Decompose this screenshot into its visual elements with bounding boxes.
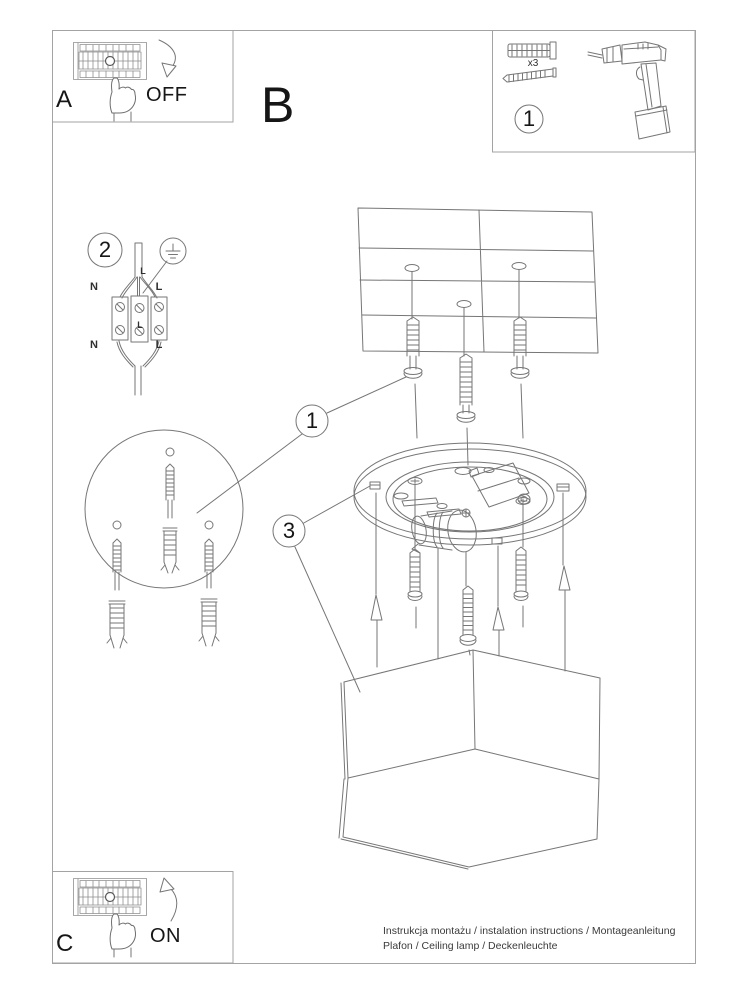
step-a-label: A (56, 86, 73, 113)
plate-clip (370, 482, 380, 489)
footer-product-line: Plafon / Ceiling lamp / Deckenleuchte (383, 940, 558, 952)
kit-step-number: 1 (522, 106, 536, 131)
terminal-label-l-bottom: L (155, 339, 163, 351)
breaker-panel-icon (74, 43, 147, 122)
callout-screws-number: 1 (305, 408, 319, 433)
wall-plug-icon (508, 42, 556, 59)
ceiling-hole (457, 301, 471, 308)
off-label: OFF (146, 84, 188, 106)
arrow-up-icon (160, 878, 177, 921)
arrow-down-icon (159, 40, 176, 77)
ceiling-panel-illustration (358, 208, 598, 356)
terminal-label-n-top: N (90, 281, 98, 293)
screw-icon (457, 354, 475, 465)
plate-screwhead (408, 478, 422, 485)
hole-screw-plug-right (199, 521, 219, 646)
terminal-label-n-bottom: N (90, 339, 98, 351)
kit-quantity-label: x3 (527, 58, 539, 69)
wiring-step-number: 2 (98, 237, 112, 262)
screw-icon (503, 68, 556, 82)
mounting-plate-illustration (354, 443, 586, 554)
screw-icon (511, 317, 529, 438)
on-label: ON (150, 925, 181, 947)
box-c-frame (53, 872, 234, 964)
hole-screw-plug-center (161, 448, 179, 573)
plate-slot (427, 509, 461, 517)
callout-screws-marker (197, 377, 406, 513)
screw-icon (408, 549, 422, 628)
ceiling-hole (405, 265, 419, 272)
wire-label-mid: L (137, 320, 143, 330)
footer-title-line: Instrukcja montażu / instalation instructions / Montageanleitung (383, 925, 676, 937)
box-a-frame (53, 31, 234, 123)
step-c-label: C (56, 930, 74, 957)
hole-screw-plug-left (107, 521, 127, 648)
terminal-block-illustration (112, 296, 167, 342)
screw-icon (404, 317, 422, 438)
wire-label-top: L (140, 266, 146, 276)
callout-shade-marker (273, 486, 370, 692)
plate-clip (557, 484, 569, 491)
callout-shade-number: 3 (282, 518, 296, 543)
ceiling-hole (512, 263, 526, 270)
breaker-panel-icon (74, 879, 147, 958)
plate-slot (402, 498, 438, 506)
assembly-arrow-up-icon (493, 546, 504, 656)
screw-icon (460, 586, 476, 655)
breaker-off-illustration (74, 40, 177, 121)
drill-detail-circle (85, 430, 243, 648)
step-b-label: B (261, 77, 295, 133)
terminal-label-l-top: L (155, 281, 163, 293)
ground-symbol-icon (160, 238, 186, 264)
assembly-arrow-up-icon (371, 493, 382, 667)
drill-icon (588, 42, 670, 139)
screw-icon (514, 547, 528, 627)
assembly-arrow-up-icon (559, 493, 570, 671)
main-frame (53, 31, 696, 964)
lamp-shade-illustration (339, 650, 600, 869)
